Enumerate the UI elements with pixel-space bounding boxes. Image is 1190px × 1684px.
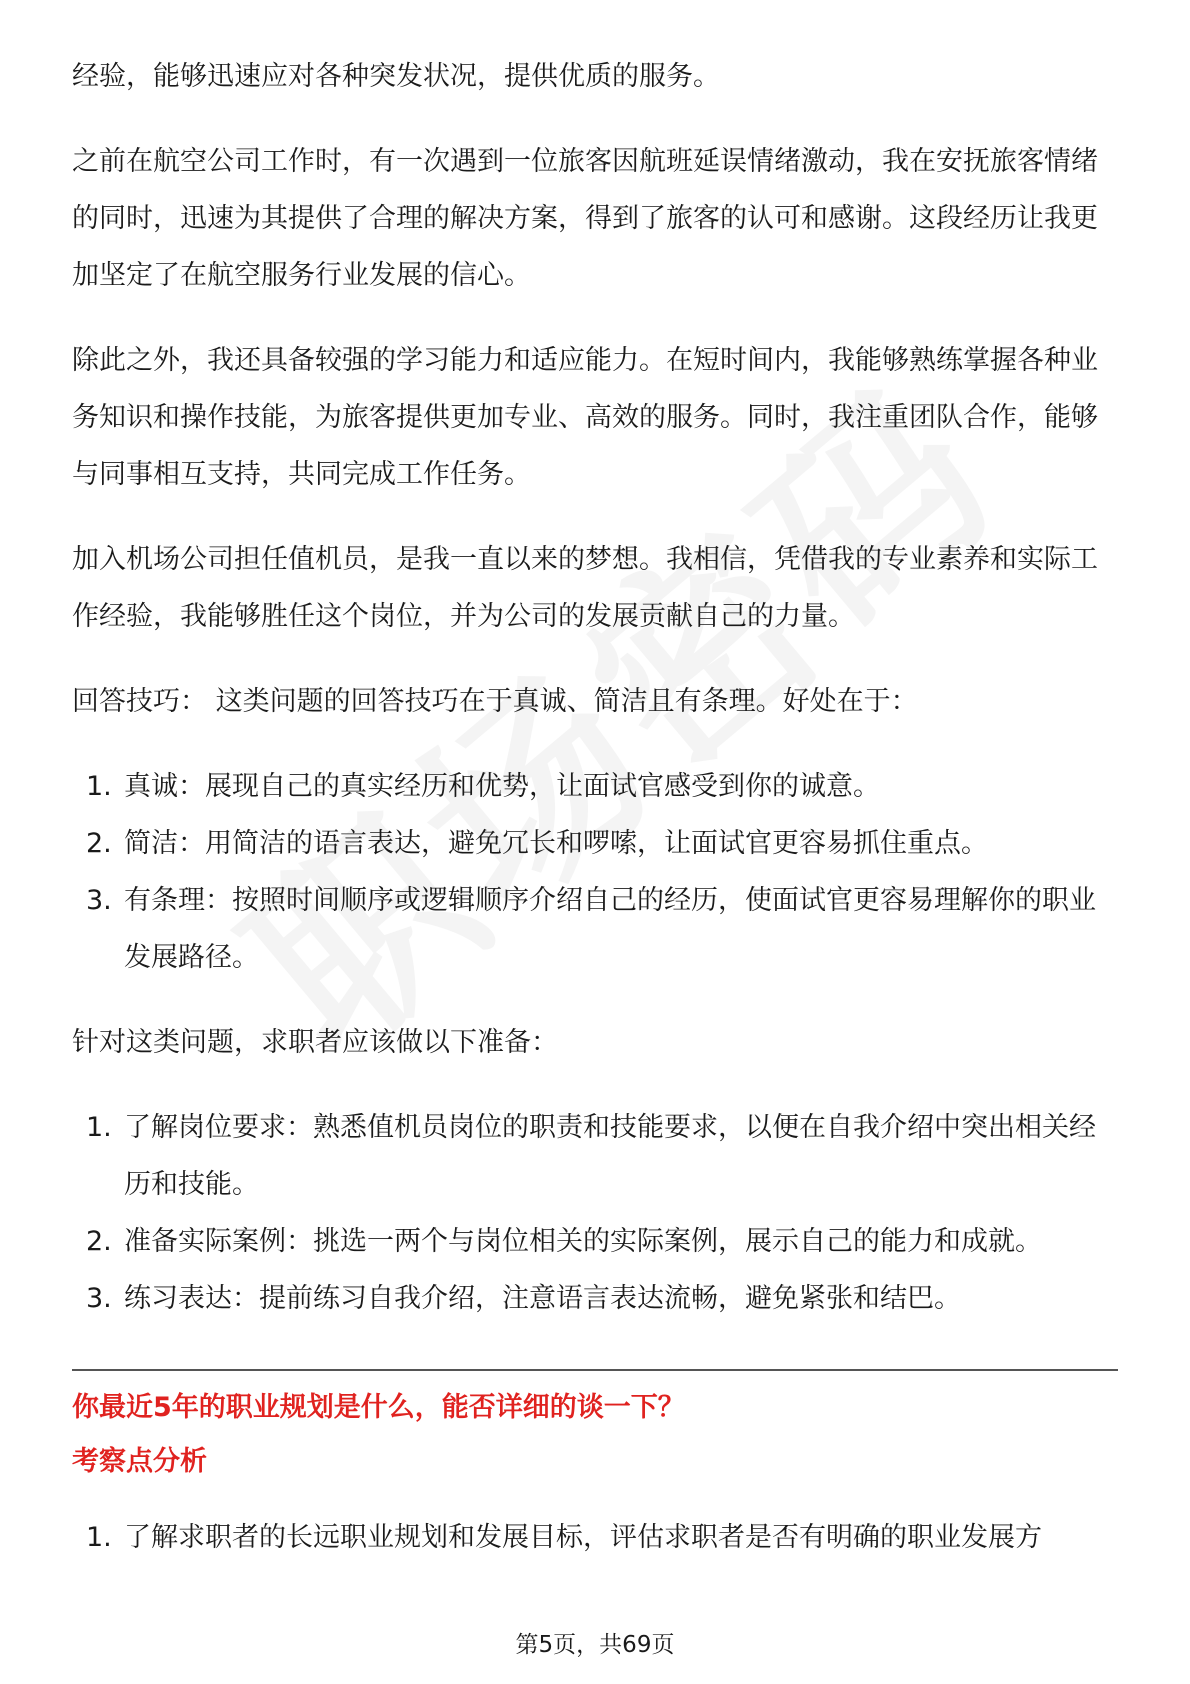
question-title: 你最近5年的职业规划是什么，能否详细的谈一下？ [72, 1392, 685, 1423]
document-body [72, 48, 1118, 1594]
page-footer: 第5页，共69页 [515, 1632, 675, 1658]
list-item [72, 758, 1118, 815]
analysis-list [72, 1509, 1118, 1566]
list-item-text: 简洁：用简洁的语言表达，避免冗长和啰嗦，让面试官更容易抓住重点。 [124, 828, 988, 859]
list-number: 1. [86, 1522, 112, 1553]
list-number: 2. [86, 1226, 112, 1257]
list-item [72, 815, 1118, 872]
list-item-text: 了解求职者的长远职业规划和发展目标，评估求职者是否有明确的职业发展方 [124, 1522, 1042, 1553]
list-number: 3. [86, 1283, 112, 1314]
list-item [72, 1213, 1118, 1270]
list-item [72, 1270, 1118, 1327]
list-item-text: 了解岗位要求：熟悉值机员岗位的职责和技能要求，以便在自我介绍中突出相关经历和技能。 [124, 1112, 1096, 1200]
list-number: 3. [86, 885, 112, 916]
list-item [72, 1099, 1118, 1213]
preparation-list [72, 1099, 1118, 1327]
list-item-text: 准备实际案例：挑选一两个与岗位相关的实际案例，展示自己的能力和成就。 [124, 1226, 1042, 1257]
tips-list [72, 758, 1118, 986]
paragraph: 除此之外，我还具备较强的学习能力和适应能力。在短时间内，我能够熟练掌握各种业务知识和操作技能，为旅客提供更加专业、高效的服务。同时，我注重团队合作，能够与同事相互支持，共同完成工作任务。 [72, 345, 1098, 490]
list-item [72, 872, 1118, 986]
paragraph: 之前在航空公司工作时，有一次遇到一位旅客因航班延误情绪激动，我在安抚旅客情绪的同时，迅速为其提供了合理的解决方案，得到了旅客的认可和感谢。这段经历让我更加坚定了在航空服务行业发展的信心。 [72, 146, 1098, 291]
paragraph: 经验，能够迅速应对各种突发状况，提供优质的服务。 [72, 61, 720, 92]
paragraph: 加入机场公司担任值机员，是我一直以来的梦想。我相信，凭借我的专业素养和实际工作经验，我能够胜任这个岗位，并为公司的发展贡献自己的力量。 [72, 544, 1098, 632]
analysis-heading: 考察点分析 [72, 1446, 207, 1477]
list-item-text: 有条理：按照时间顺序或逻辑顺序介绍自己的经历，使面试官更容易理解你的职业发展路径。 [124, 885, 1096, 973]
list-item-text: 真诚：展现自己的真实经历和优势，让面试官感受到你的诚意。 [124, 771, 880, 802]
answer-tips-intro: 回答技巧： 这类问题的回答技巧在于真诚、简洁且有条理。好处在于： [72, 686, 918, 717]
list-item-text: 练习表达：提前练习自我介绍，注意语言表达流畅，避免紧张和结巴。 [124, 1283, 961, 1314]
list-number: 1. [86, 1112, 112, 1143]
preparation-intro: 针对这类问题，求职者应该做以下准备： [72, 1027, 558, 1058]
list-item [72, 1509, 1118, 1566]
list-number: 2. [86, 828, 112, 859]
list-number: 1. [86, 771, 112, 802]
section-divider [72, 1369, 1118, 1371]
